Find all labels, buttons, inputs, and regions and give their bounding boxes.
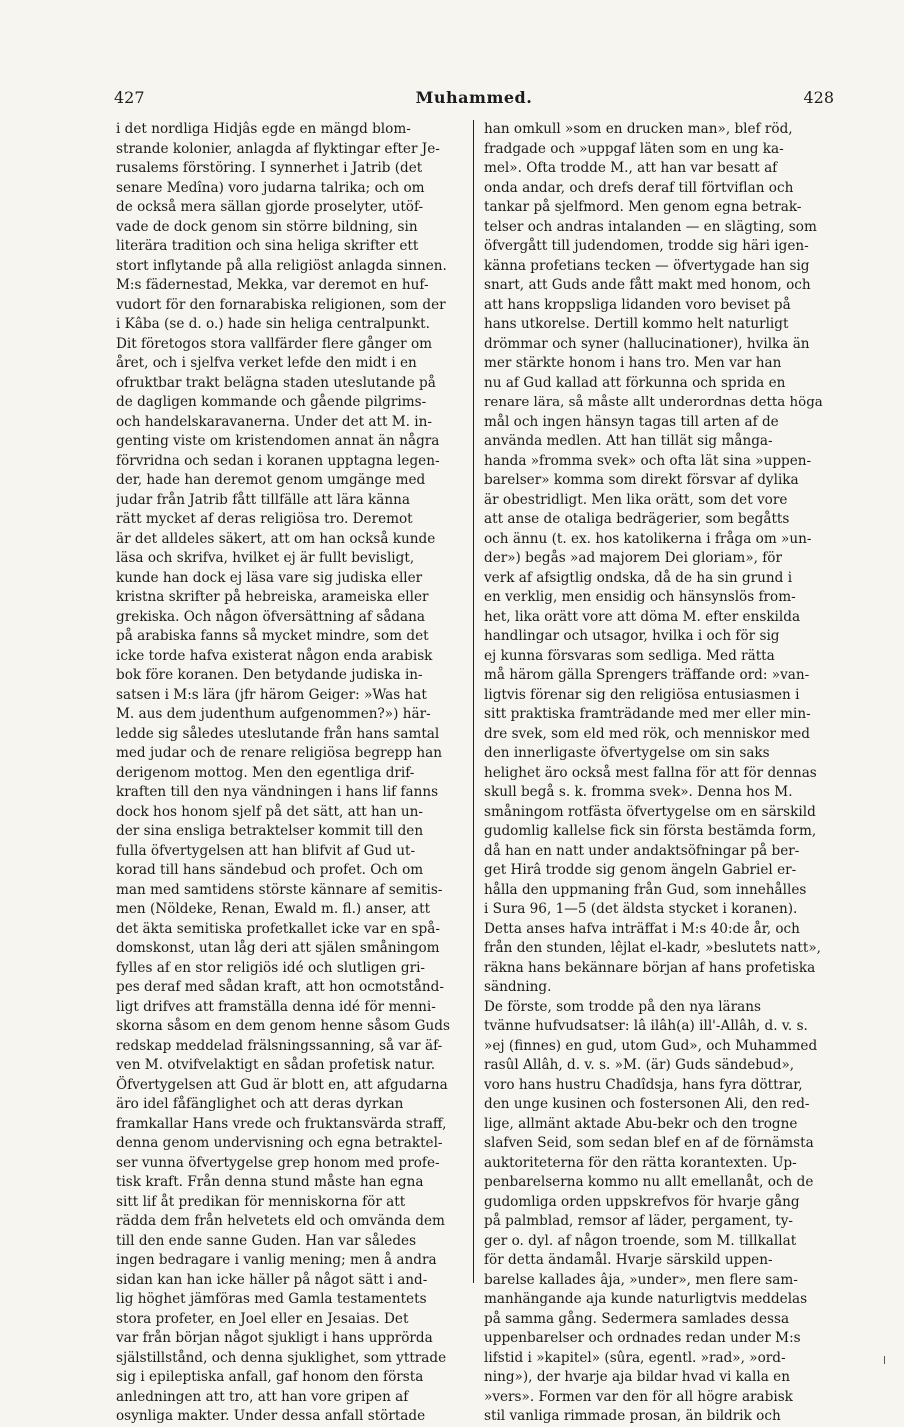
text-line: ingen bedragare i vanlig mening; men å andra [116,1252,437,1268]
text-line: pes deraf med sådan kraft, att hon ocmotstånd- [116,979,444,995]
text-line: mål och ingen hänsyn tagas till arten af de [484,413,779,430]
text-line: uppenbarelser och ordnades redan under M:s [484,1330,801,1346]
text-line: nu af Gud kallad att förkunna och sprida en [484,374,786,391]
text-line: och ännu (t. ex. hos katolikerna i fråga om »un- [484,530,812,547]
text-line: på palmblad, remsor af läder, pergament, ty- [484,1213,793,1229]
text-line: förvridna och sedan i koranen upptagna legen- [116,452,440,469]
text-line: hålla den uppmaning från Gud, som innehålles [484,881,807,898]
text-line: fulla öfvertygelsen att han blifvit af Gud ut- [116,842,416,859]
text-line: vade de dock genom sin större bildning, sin [116,218,418,235]
text-line: get Hirâ trodde sig genom ängeln Gabriel er- [484,862,797,878]
text-line: barelser» komma som direkt försvar af dylika [484,472,799,488]
text-line: att anse de otaliga bedrägerier, som begåtts [484,511,790,527]
text-line: för detta ändamål. Hvarje särskild uppen- [484,1252,773,1268]
text-line: strande kolonier, anlagda af flyktingar efter Je- [116,140,440,157]
text-line: fradgade och »uppgaf läten som en ung ka- [484,140,784,157]
text-line: ven M. otvifvelaktigt en sådan profetisk natur. [116,1057,436,1073]
text-line: sitt praktiska framträdande med mer eller min- [484,706,811,722]
text-line: het, lika orätt vore att döma M. efter enskilda [484,608,801,625]
text-line: äro idel fåfänglighet och att deras dyrkan [116,1096,404,1112]
text-line: bok före koranen. Den betydande judiska in- [116,667,423,683]
text-line: stort inflytande på alla religiöst anlagda sinnen. [116,257,447,274]
text-line: rusalems förstöring. I synnerhet i Jatrib (det [116,160,423,176]
text-line: med judar och de renare religiösa begrepp han [116,745,442,761]
text-line: ofruktbar trakt belägna staden uteslutande på [116,374,436,391]
text-line: auktoriteterna för den rätta korantexten. Up- [484,1154,797,1171]
text-line: rasûl Allâh, d. v. s. »M. (är) Guds sändebud», [484,1057,795,1073]
text-line: M. aus dem judenthum aufgenommen?») här- [116,706,431,722]
text-line: i Kâba (se d. o.) hade sin heliga centralpunkt. [116,316,430,332]
text-line: anledningen att tro, att han vore gripen af [116,1388,409,1405]
text-line: M:s fädernestad, Mekka, var deremot en huf- [116,277,429,293]
margin-mark [884,1356,885,1364]
text-line: kraften till den nya vändningen i hans lif fanns [116,784,439,800]
text-line: grekiska. Och någon öfversättning af sådana [116,608,425,625]
text-line: mer stärkte honom i hans tro. Men var han [484,355,782,371]
right-text-column [484,120,826,1427]
text-line: drömmar och syner (hallucinationer), hvilka än [484,335,810,352]
text-line: de också mera sällan gjorde proselyter, utöf- [116,199,424,215]
text-line: det äkta semitiska profetkallet icke var en spå- [116,920,440,937]
text-line: slafven Seid, som sedan blef en af de förnämsta [484,1135,814,1151]
text-line: rätt mycket af deras religiösa tro. Deremot [116,511,413,527]
text-line: skull begå s. k. fromma svek». Denna hos M. [484,784,793,800]
text-line: genting viste om kristendomen annat än några [116,433,440,449]
left-text-column [116,120,458,1427]
text-line: denna genom undervisning och egna betraktel- [116,1135,443,1151]
text-line: telser och andras intalanden — en slägting, som [484,218,817,235]
text-line: mel». Ofta trodde M., att han var besatt af [484,160,778,176]
text-line: gudomliga orden uppskrefvos för hvarje gång [484,1193,800,1210]
text-line: lig höghet jämföras med Gamla testamentets [116,1291,427,1307]
text-line: sitt lif åt predikan för menniskorna för att [116,1193,406,1210]
text-line: Öfvertygelsen att Gud är blott en, att afgudarna [116,1076,448,1093]
text-line: rädda dem från helvetets eld och omvända dem [116,1213,445,1229]
text-line: känna profetians tecken — öfvertygade han sig [484,257,810,274]
text-line: judar från Jatrib fått tillfälle att lära känna [116,491,410,508]
text-line: literära tradition och sina heliga skrifter ett [116,238,419,254]
text-line: i Sura 96, 1—5 (det äldsta stycket i koranen). [484,901,798,917]
text-line: tvänne hufvudsatser: lâ ilâh(a) ill'-Allâh, d. v. s. [484,1018,808,1034]
text-line: voro hans hustru Chadîdsja, hans fyra döttrar, [484,1076,803,1093]
text-line: då han en natt under andaktsöfningar på ber- [484,842,800,859]
text-line: ej kunna försvaras som sedliga. Med rätta [484,647,775,664]
text-line: lifstid i »kapitel» (sûra, egentl. »rad», »ord- [484,1349,786,1366]
column-divider [473,120,474,1283]
text-line: onda andar, och drefs deraf till förtviflan och [484,179,794,196]
page-header [114,88,834,110]
text-line: var från början något sjukligt i hans upprörda [116,1330,433,1346]
text-line: använda medlen. Att han tillät sig många- [484,433,773,449]
text-line: att hans kroppsliga lidanden voro beviset på [484,296,791,313]
text-line: man med samtidens störste kännare af semitis- [116,881,443,898]
text-line: handa »fromma svek» och ofta lät sina »uppen- [484,452,812,469]
text-line: ligt drifves att framställa denna idé för menni- [116,998,436,1015]
text-line: den innerligaste öfvertygelse om sin saks [484,745,770,761]
text-line: sändning. [484,979,552,995]
text-line: framkallar Hans vrede och fruktansvärda straff, [116,1115,447,1132]
text-line: räkna hans bekännare början af hans profetiska [484,959,816,976]
text-line: ning»), der hvarje aja bildar hvad vi kalla en [484,1369,790,1385]
text-line: på arabiska fanns så mycket mindre, som det [116,628,429,644]
text-line: osynliga makter. Under dessa anfall störtade [116,1408,426,1424]
text-line: dock hos honom sjelf på det sätt, att han un- [116,803,424,820]
text-line: året, och i sjelfva verket lefde den midt i en [116,355,417,371]
text-line: barelse kallades âja, »under», men flere sam- [484,1271,798,1288]
text-line: småningom rotfästa öfvertygelse om en särskild [484,803,816,820]
text-line: må härom gälla Sprengers träffande ord: »van- [484,667,810,683]
text-line: skorna såsom en dem genom henne såsom Guds [116,1018,450,1034]
text-line: vudort för den fornarabiska religionen, som der [116,296,446,313]
text-line: redskap meddelad frälsningssanning, så var äf- [116,1037,443,1054]
text-line: stil vanliga rimmade prosan, än bildrik och [484,1408,781,1424]
running-title: Muhammed. [415,88,533,107]
text-line: sidan kan han icke häller på något sätt i and- [116,1271,428,1288]
text-line: hans utkorelse. Dertill kommo helt naturligt [484,316,789,332]
text-line: den unge kusinen och fostersonen Ali, den red- [484,1096,810,1112]
text-line: är obestridligt. Men lika orätt, som det vore [484,491,788,508]
text-line: till den ende sanne Guden. Han var således [116,1232,417,1249]
text-line: ledde sig således uteslutande från hans samtal [116,725,440,742]
text-line: de dagligen kommande och gående pilgrims- [116,394,427,410]
text-line: i det nordliga Hidjâs egde en mängd blom- [116,121,411,137]
text-line: Detta anses hafva inträffat i M:s 40:de år, och [484,920,800,937]
text-line: renare lära, så måste allt underordnas detta höga [484,395,823,410]
text-line: satsen i M:s lära (jfr härom Geiger: »Was hat [116,686,427,703]
text-line: senare Medîna) voro judarna talrika; och om [116,179,425,196]
text-line: kristna skrifter på hebreiska, arameiska eller [116,589,429,605]
text-line: tankar på sjelfmord. Men genom egna betrak- [484,199,802,215]
text-line: lige, allmänt aktade Abu-bekr och den trogne [484,1115,798,1132]
text-line: ger o. dyl. af någon troende, som M. tillkallat [484,1232,797,1249]
text-line: från den stunden, lêjlat el-kadr, »beslutets natt», [484,940,821,956]
text-line: Dit företogos stora vallfärder flere gånger om [116,335,433,352]
text-line: tisk kraft. Från denna stund måste han egna [116,1174,424,1190]
text-line: snart, att Guds ande fått makt med honom, och [484,277,811,293]
text-line: korad till hans sändebud och profet. Och om [116,862,424,878]
text-line: helighet äro också mest fallna för att för dennas [484,764,817,781]
text-line: der, hade han deremot genom umgänge med [116,472,426,488]
left-page-number: 427 [114,88,145,107]
text-line: der») begås »ad majorem Dei gloriam», för [484,550,782,566]
text-line: öfvergått till judendomen, trodde sig häri igen- [484,238,809,254]
text-line: fylles af en stor religiös idé och slutligen gri- [116,959,426,976]
text-line: handlingar och utsagor, hvilka i och för sig [484,628,780,644]
text-line: gudomlig kallelse fick sin första bestämda form, [484,823,817,839]
text-line: men (Nöldeke, Renan, Ewald m. fl.) anser, att [116,901,431,917]
text-line: läsa och skrifva, hvilket ej är fullt bevisligt, [116,550,415,566]
text-line: på samma gång. Sedermera samlades dessa [484,1310,790,1327]
text-line: penbarelserna kommo nu allt emellanåt, och de [484,1174,814,1190]
text-line: der sina ensliga betraktelser kommit till den [116,823,424,839]
text-line: är det alldeles säkert, att om han också kunde [116,530,436,547]
text-line: ser vunna öfvertygelse grep honom med profe- [116,1154,440,1171]
text-line: ligtvis förenar sig den religiösa entusiasmen i [484,686,800,703]
text-line: icke torde hafva existerat någon enda arabisk [116,647,433,664]
right-page-number: 428 [803,88,834,107]
text-line: manhängande aja kunde naturligtvis meddelas [484,1291,808,1307]
text-line: kunde han dock ej läsa vare sig judiska eller [116,569,423,586]
text-line: »ej (finnes) en gud, utom Gud», och Muhammed [484,1037,818,1054]
text-line: sig i epileptiska anfall, gaf honom den första [116,1369,424,1385]
text-line: själstillstånd, och denna sjuklighet, som yttrade [116,1349,447,1366]
text-line: stora profeter, en Joel eller en Jesaias. Det [116,1310,409,1327]
text-line: De förste, som trodde på den nya lärans [484,998,761,1015]
text-line: han omkull »som en drucken man», blef röd, [484,121,793,137]
text-line: verk af afsigtlig ondska, då de ha sin grund i [484,569,793,586]
text-line: dre svek, som eld med rök, och menniskor med [484,725,810,742]
text-line: och handelskaravanerna. Under det att M. in- [116,413,433,430]
text-line: derigenom mottog. Men den egentliga drif- [116,764,415,781]
text-line: »vers». Formen var den för all högre arabisk [484,1388,793,1405]
text-line: domskonst, utan låg deri att själen småningom [116,940,440,956]
text-line: en verklig, men ensidig och hänsynslös from- [484,589,796,605]
